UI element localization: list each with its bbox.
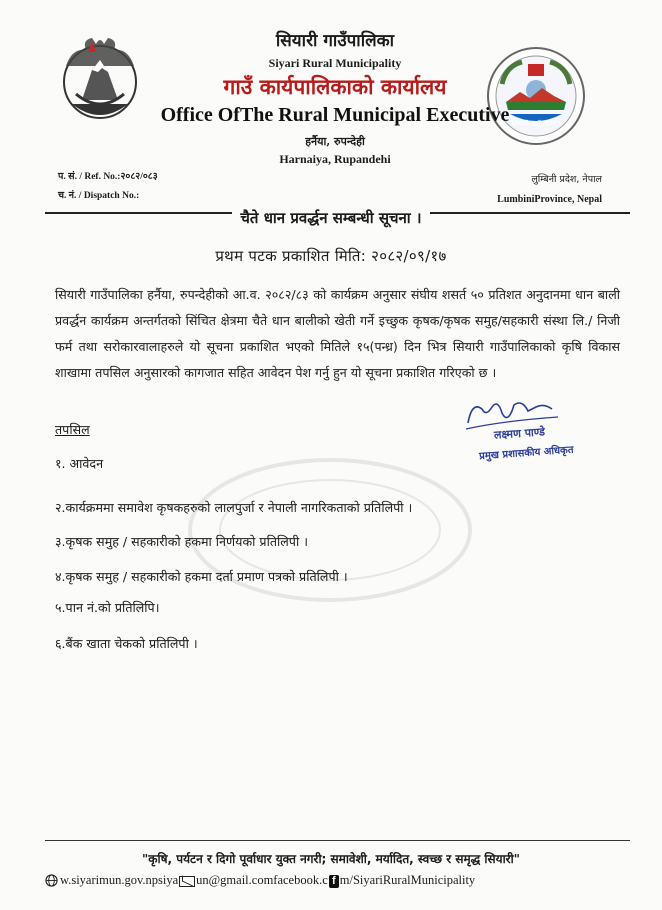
list-item: ३.कृषक समुह / सहकारीको हकमा निर्णयको प्रतिलिपी । <box>55 534 308 549</box>
notice-subject-text: चैते धान प्रवर्द्धन सम्बन्धी सूचना । <box>232 209 429 227</box>
province-np: लुम्बिनी प्रदेश, नेपाल <box>531 174 602 185</box>
list-item: ४.कृषक समुह / सहकारीको हकमा दर्ता प्रमाण पत्रको प्रतिलिपी । <box>55 569 348 584</box>
dispatch-number: च. नं. / Dispatch No.: <box>58 191 140 201</box>
notice-subject <box>0 208 662 228</box>
location-np: हर्नैया, रुपन्देही <box>305 135 365 148</box>
office-name-np: गाउँ कार्यपालिकाको कार्यालय <box>223 74 447 99</box>
nepal-emblem-icon <box>52 30 148 126</box>
office-name-en: Office OfThe Rural Municipal Executive <box>160 104 510 126</box>
municipality-name-np: सियारी गाउँपालिका <box>275 31 395 51</box>
watermark-seal <box>180 450 480 610</box>
facebook-icon: f <box>329 875 339 888</box>
globe-icon <box>45 874 58 887</box>
website-link[interactable]: w.siyarimun.gov.np <box>60 873 159 887</box>
annex-heading: तपसिल <box>55 422 90 437</box>
footer-divider <box>45 840 630 841</box>
reference-block <box>58 168 158 206</box>
municipality-name-en: Siyari Rural Municipality <box>268 56 402 70</box>
facebook-link[interactable]: facebook.c f m/SiyariRuralMunicipality <box>273 873 476 887</box>
notice-body: सियारी गाउँपालिका हर्नैया, रुपन्देहीको आ.व. २०८२/८३ को कार्यक्रम अनुसार संघीय शसर्त ५० प्रतिशत अनुदानमा धान बाली प्रवर्द्धन कार्यक्रम अन्तर्गतको सिंचित क्षेत्रमा चैते धान बालीको खेती गर्ने इच्छुक कृषक/कृषक समुह/सहकारी संस्था लि./ निजी फर्म तथा सरोकारवालाहरुले यो सूचना प्रकाशित भएको मितिले १५(पन्ध्र) दिन भित्र सियारी गाउँपालिकाको कृषि विकास शाखामा तपसिल अनुसारको कागजात सहित आवेदन पेश गर्नु हुन यो सूचना प्रकाशित गरिएको छ । <box>55 287 620 380</box>
list-item: १. आवेदन <box>55 456 104 471</box>
publication-date: प्रथम पटक प्रकाशित मिति: २०८२/०९/१७ <box>215 247 447 265</box>
list-item: ५.पान नं.को प्रतिलिपि। <box>55 600 160 615</box>
signatory-title: प्रमुख प्रशासकीय अधिकृत <box>478 444 574 463</box>
email-link[interactable]: siya un@gmail.com <box>158 873 274 887</box>
ref-number: प. सं. / Ref. No.:२०८२/०८३ <box>58 172 158 182</box>
signatory-name: लक्ष्मण पाण्डे <box>493 425 546 442</box>
province-en: LumbiniProvince, Nepal <box>497 194 602 205</box>
contact-line <box>45 873 475 888</box>
svg-text:सियारी गाउँपालिका: सियारी गाउँपालिका <box>511 120 561 128</box>
list-item: २.कार्यक्रममा समावेश कृषकहरुको लालपुर्जा र नेपाली नागरिकताको प्रतिलिपी । <box>55 500 413 515</box>
mail-icon <box>179 876 195 887</box>
list-item: ६.बैंक खाता चेकको प्रतिलिपी । <box>55 636 198 651</box>
location-en: Harnaiya, Rupandehi <box>279 152 391 166</box>
municipality-motto: "कृषि, पर्यटन र दिगो पूर्वाधार युक्त नगरी; समावेशी, मर्यादित, स्वच्छ र समृद्ध सियारी" <box>142 852 520 866</box>
address-block <box>497 170 602 210</box>
